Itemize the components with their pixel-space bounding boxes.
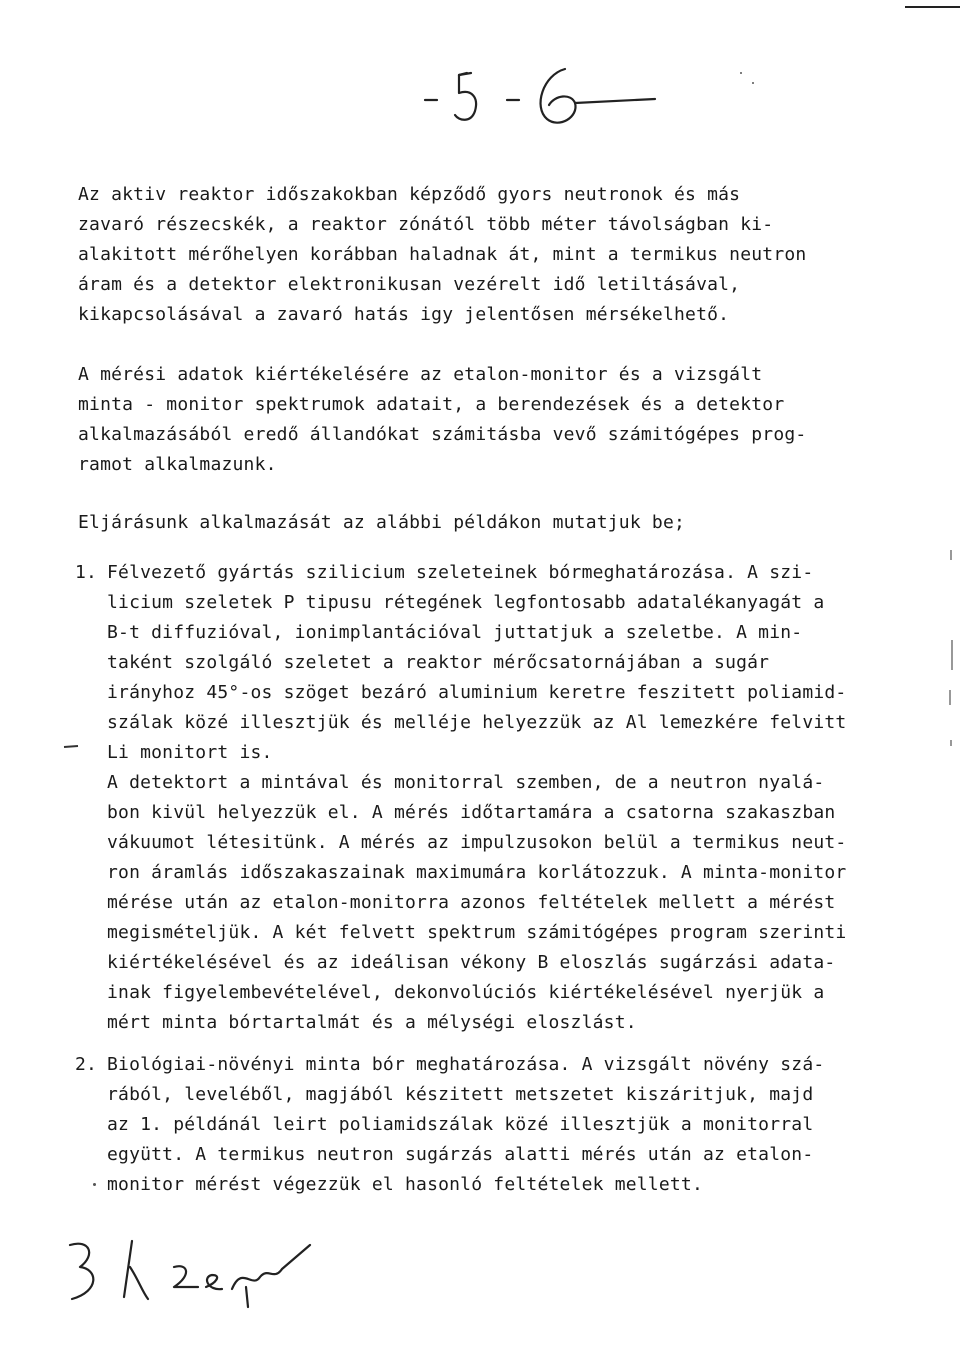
text-line: megismételjük. A két felvett spektrum számitógépes program szerinti	[107, 922, 847, 943]
text-line: A detektort a mintával és monitorral szemben, de a neutron nyalá-	[107, 772, 825, 793]
text-line: mérése után az etalon-monitorra azonos feltételek mellett a mérést	[107, 892, 836, 913]
signature-handwritten	[62, 1225, 322, 1335]
paragraph-2	[78, 360, 878, 480]
text-line: licium szeletek P tipusu rétegének legfontosabb adatalékanyagát a	[107, 592, 825, 613]
text-line: kikapcsolásával a zavaró hatás igy jelentősen mérsékelhető.	[78, 304, 730, 325]
text-line: zavaró részecskék, a reaktor zónától több méter távolságban ki-	[78, 214, 774, 235]
paragraph-3	[78, 508, 878, 538]
text-line: vákuumot létesitünk. A mérés az impulzusokon belül a termikus neut-	[107, 832, 847, 853]
text-line: A mérési adatok kiértékelésére az etalon-monitor és a vizsgált	[78, 364, 763, 385]
text-line: áram és a detektor elektronikusan vezérelt idő letiltásával,	[78, 274, 741, 295]
text-line: Félvezető gyártás szilicium szeleteinek bórmeghatározása. A szi-	[107, 562, 814, 583]
text-line: alkalmazásából eredő állandókat számitásba vevő számitógépes prog-	[78, 424, 807, 445]
page-number-handwritten	[415, 55, 665, 140]
text-line: irányhoz 45°-os szöget bezáró aluminium keretre feszitett poliamid-	[107, 682, 847, 703]
paragraph-1	[78, 180, 878, 330]
scan-speck	[93, 1183, 96, 1186]
scan-speck	[752, 82, 754, 84]
item-body	[107, 1050, 897, 1200]
text-line: szálak közé illesztjük és melléje helyezzük az Al lemezkére felvitt	[107, 712, 847, 733]
text-line: az 1. példánál leirt poliamidszálak közé illesztjük a monitorral	[107, 1114, 814, 1135]
margin-mark	[945, 550, 959, 750]
text-line: mért minta bórtartalmát és a mélységi eloszlást.	[107, 1012, 637, 1033]
text-line: taként szolgáló szeletet a reaktor mérőcsatornájában a sugár	[107, 652, 770, 673]
text-line: minta - monitor spektrumok adatait, a berendezések és a detektor	[78, 394, 785, 415]
item-number: 1.	[75, 562, 98, 583]
text-line: kiértékelésével és az ideálisan vékony B eloszlás sugárzási adata-	[107, 952, 836, 973]
scan-speck	[740, 72, 742, 74]
margin-mark	[62, 742, 82, 752]
text-line: Eljárásunk alkalmazását az alábbi példákon mutatjuk be;	[78, 512, 686, 533]
text-line: rából, leveléből, magjából készitett metszetet kiszáritjuk, majd	[107, 1084, 814, 1105]
text-line: Az aktiv reaktor időszakokban képződő gyors neutronok és más	[78, 184, 741, 205]
text-line: együtt. A termikus neutron sugárzás alatti mérés után az etalon-	[107, 1144, 814, 1165]
text-line: ramot alkalmazunk.	[78, 454, 277, 475]
text-line: monitor mérést végezzük el hasonló feltételek mellett.	[107, 1174, 703, 1195]
text-line: alakitott mérőhelyen korábban haladnak át, mint a termikus neutron	[78, 244, 807, 265]
edge-mark	[905, 6, 960, 8]
text-line: ron áramlás időszakaszainak maximumára korlátozzuk. A minta-monitor	[107, 862, 847, 883]
item-body	[107, 558, 897, 1038]
item-number: 2.	[75, 1054, 98, 1075]
text-line: B-t diffuzióval, ionimplantációval juttatjuk a szeletbe. A min-	[107, 622, 803, 643]
text-line: inak figyelembevételével, dekonvolúciós kiértékelésével nyerjük a	[107, 982, 825, 1003]
text-line: Li monitort is.	[107, 742, 273, 763]
text-line: Biológiai-növényi minta bór meghatározása. A vizsgált növény szá-	[107, 1054, 825, 1075]
text-line: bon kivül helyezzük el. A mérés időtartamára a csatorna szakaszban	[107, 802, 836, 823]
